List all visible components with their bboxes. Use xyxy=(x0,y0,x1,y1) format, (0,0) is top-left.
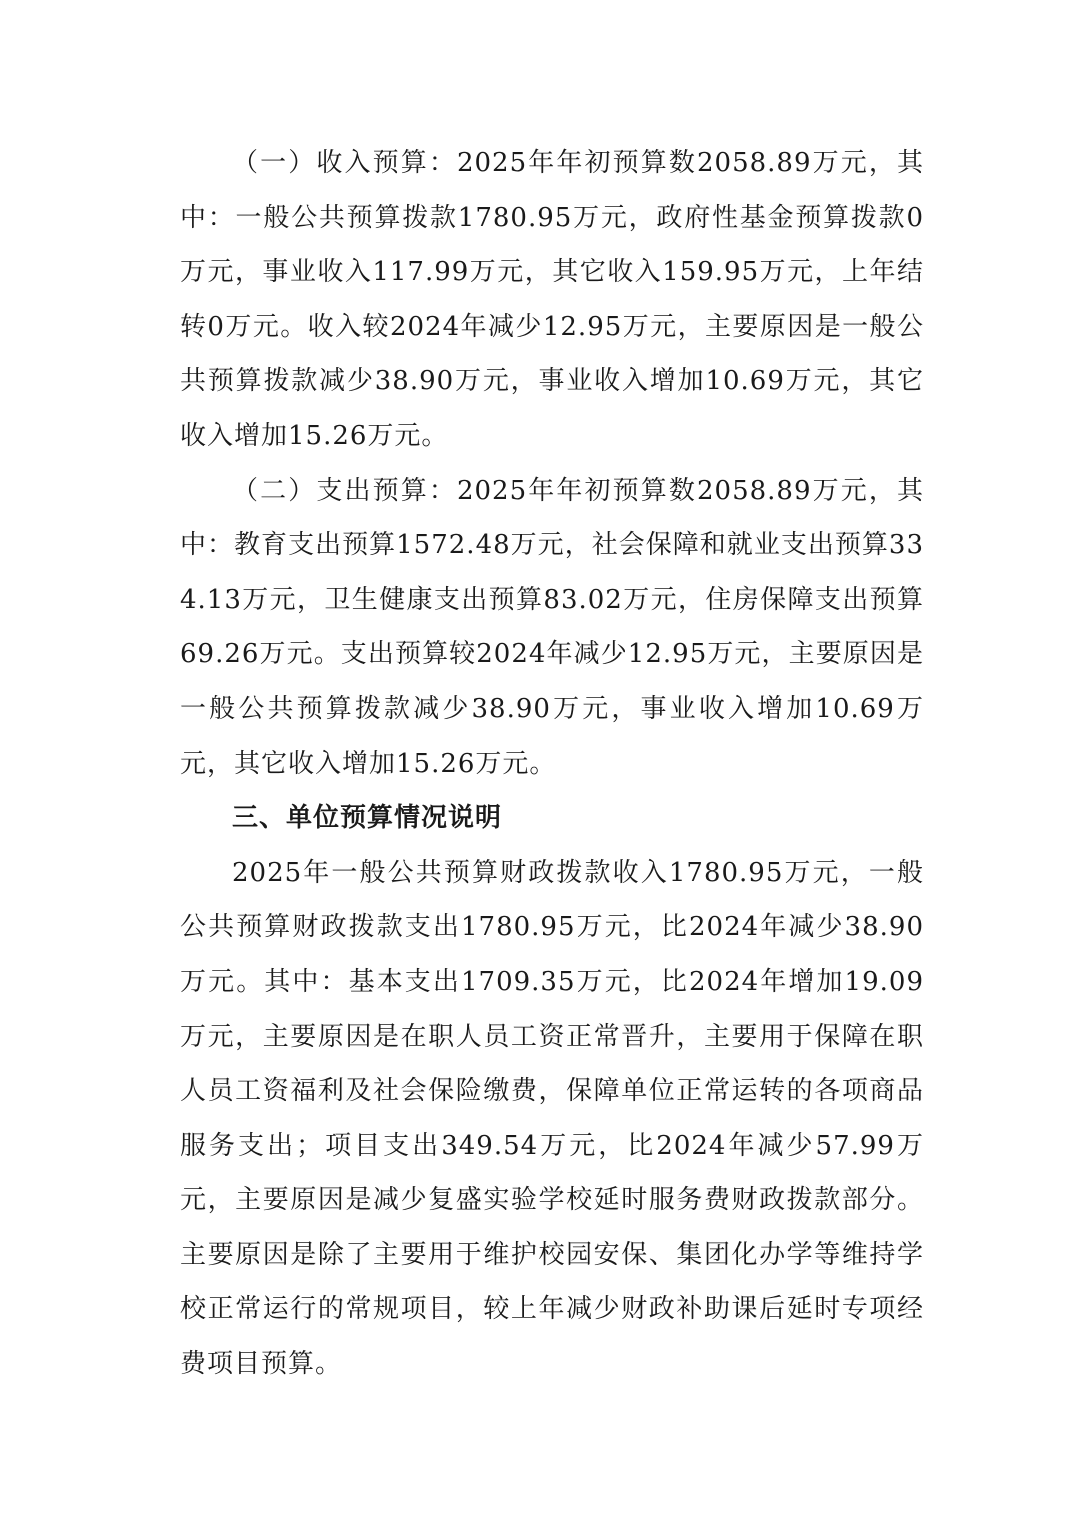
income-budget-paragraph: （一）收入预算：2025年年初预算数2058.89万元，其中：一般公共预算拨款1780.95万元，政府性基金预算拨款0万元，事业收入117.99万元，其它收入159.95万元，上年结转0万元。收入较2024年减少12.95万元，主要原因是一般公共预算拨款减少38.90万元，事业收入增加10.69万元，其它收入增加15.26万元。 xyxy=(180,148,924,451)
section-heading: 三、单位预算情况说明 xyxy=(232,803,503,834)
unit-budget-paragraph: 2025年一般公共预算财政拨款收入1780.95万元，一般公共预算财政拨款支出1780.95万元，比2024年减少38.90万元。其中：基本支出1709.35万元，比2024年增加19.09万元，主要原因是在职人员工资正常晋升，主要用于保障在职人员工资福利及社会保险缴费，保障单位正常运转的各项商品服务支出；项目支出349.54万元，比2024年减少57.99万元，主要原因是减少复盛实验学校延时服务费财政拨款部分。主要原因是除了主要用于维护校园安保、集团化办学等维持学校正常运行的常规项目，较上年减少财政补助课后延时专项经费项目预算。 xyxy=(180,857,924,1380)
expenditure-budget-paragraph: （二）支出预算：2025年年初预算数2058.89万元，其中：教育支出预算1572.48万元，社会保障和就业支出预算334.13万元，卫生健康支出预算83.02万元，住房保障支出预算69.26万元。支出预算较2024年减少12.95万元，主要原因是一般公共预算拨款减少38.90万元，事业收入增加10.69万元，其它收入增加15.26万元。 xyxy=(180,475,924,779)
document-body xyxy=(180,136,924,1392)
